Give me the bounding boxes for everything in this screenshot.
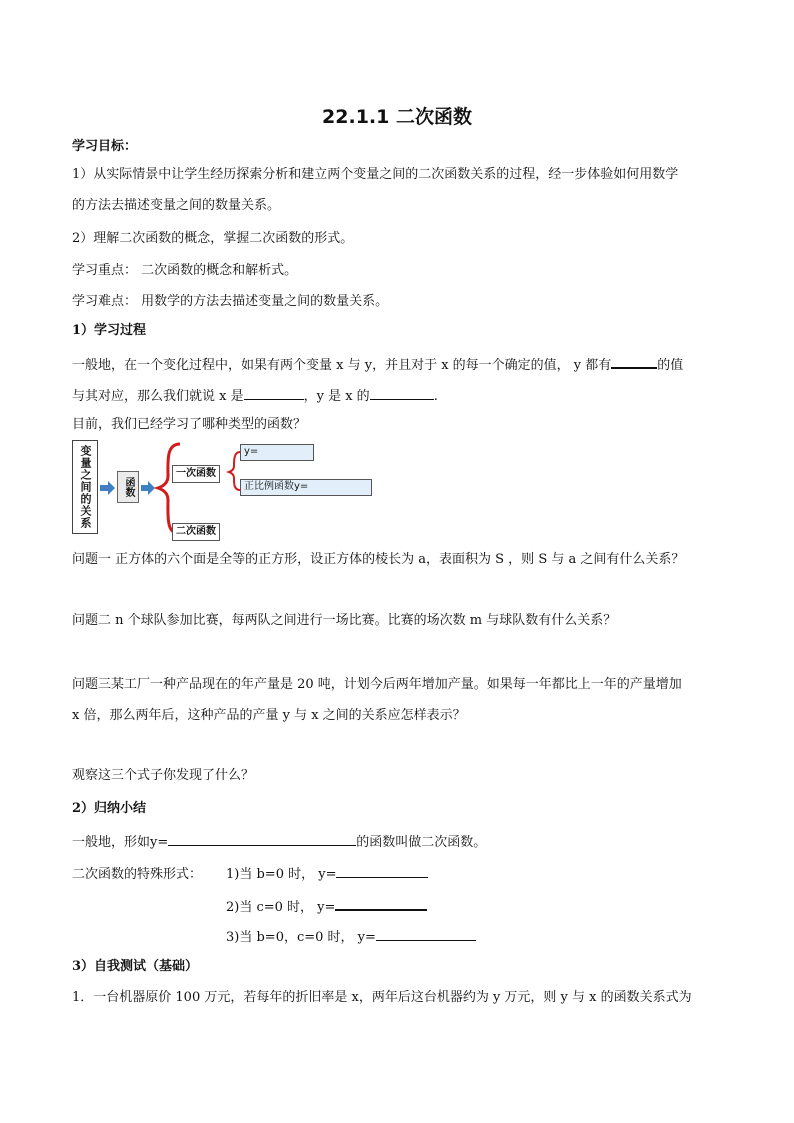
difficulty: 学习难点： 用数学的方法去描述变量之间的数量关系。 [72, 294, 389, 309]
page-title: 22.1.1 二次函数 [322, 106, 472, 128]
left-brace-icon [158, 444, 180, 534]
special-case-2: 2)当 c=0 时， y= [226, 900, 336, 915]
special-case-1: 1)当 b=0 时， y= [226, 867, 337, 882]
self-test-item-1: 1．一台机器原价 100 万元，若每年的折旧率是 x，两年后这台机器约为 y 万元，则 y 与 x 的函数关系式为 [72, 990, 692, 1005]
diagram-function-box: 函数 [117, 471, 139, 503]
process-paragraph-line-2 [72, 386, 438, 406]
blank-general-form[interactable] [168, 832, 356, 846]
objective-line-2: 的方法去描述变量之间的数量关系。 [72, 198, 281, 213]
process-text-d: ，y 是 x 的 [303, 389, 370, 404]
diagram-root-box: 变量之间的关系 [72, 440, 98, 534]
summary-definition [72, 832, 486, 852]
objectives-heading: 学习目标： [72, 139, 138, 154]
definition-text-b: 的函数叫做二次函数。 [356, 835, 487, 850]
process-text-e: . [433, 389, 438, 404]
process-heading: 1）学习过程 [72, 323, 147, 338]
diagram-linear-form-box: y= [240, 444, 314, 461]
blank-case-3[interactable] [376, 927, 476, 941]
small-brace-icon [229, 452, 240, 490]
special-form-label: 二次函数的特殊形式： [72, 867, 203, 882]
special-form-row-3 [72, 927, 476, 947]
process-text-c: 与其对应，那么我们就说 x 是 [72, 389, 244, 404]
process-text-b: 的值 [657, 358, 684, 373]
special-form-row-2 [72, 896, 427, 917]
summary-heading: 2）归纳小结 [72, 801, 147, 816]
key-point: 学习重点： 二次函数的概念和解析式。 [72, 263, 298, 278]
arrow-icon [141, 481, 155, 495]
process-paragraph-line-1 [72, 354, 683, 375]
special-case-3: 3)当 b=0，c=0 时， y= [226, 930, 376, 945]
blank-independent-variable[interactable] [244, 386, 304, 400]
problem-three-line-2: x 倍，那么两年后，这种产品的产量 y 与 x 之间的关系应怎样表示？ [72, 708, 466, 723]
blank-case-2[interactable] [335, 896, 427, 911]
arrow-icon [100, 481, 115, 495]
objective-line-1: 1）从实际情景中让学生经历探索分析和建立两个变量之间的二次函数关系的过程，经一步体验如何用数学 [72, 167, 679, 182]
diagram-linear-box: 一次函数 [172, 465, 220, 483]
special-form-row-1 [72, 864, 428, 884]
problem-one: 问题一 正方体的六个面是全等的正方形，设正方体的棱长为 a，表面积为 S ，则 S 与 a 之间有什么关系？ [72, 552, 685, 567]
self-test-heading: 3）自我测试（基础） [72, 959, 199, 974]
process-text-a: 一般地，在一个变化过程中，如果有两个变量 x 与 y，并且对于 x 的每一个确定的值， y 都有 [72, 358, 612, 373]
problem-two: 问题二 n 个球队参加比赛，每两队之间进行一场比赛。比赛的场次数 m 与球队数有什么关系？ [72, 613, 617, 628]
diagram-quadratic-box: 二次函数 [172, 523, 220, 541]
observe-question: 观察这三个式子你发现了什么？ [72, 768, 255, 783]
function-types-question: 目前，我们已经学习了哪种类型的函数？ [72, 417, 307, 432]
blank-corresponding-value[interactable] [611, 354, 657, 369]
diagram-proportional-form-box: 正比例函数y= [240, 479, 372, 496]
objective-line-3: 2）理解二次函数的概念，掌握二次函数的形式。 [72, 231, 354, 246]
blank-case-1[interactable] [336, 864, 428, 878]
problem-three-line-1: 问题三某工厂一种产品现在的年产量是 20 吨，计划今后两年增加产量。如果每一年都比上一年的产量增加 [72, 677, 682, 692]
definition-text-a: 一般地，形如y= [72, 835, 169, 850]
function-concept-diagram [72, 438, 382, 548]
blank-function-of-x[interactable] [370, 386, 434, 400]
